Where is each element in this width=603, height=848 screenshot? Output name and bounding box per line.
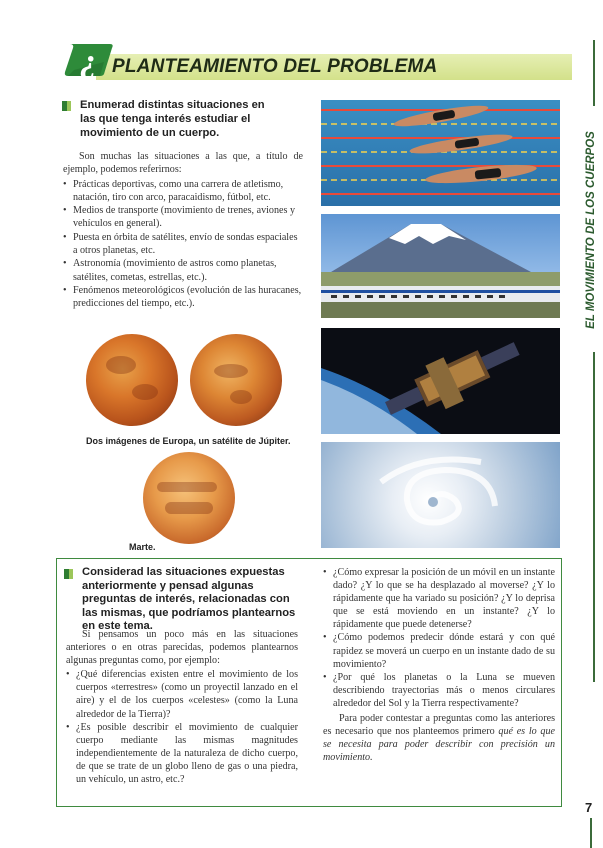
page-rule (590, 818, 592, 848)
list-item: • Puesta en órbita de satélites, envío de sondas espaciales a otros planetas, etc. (63, 231, 303, 258)
mars-caption: Marte. (129, 542, 156, 552)
satellite-photo (321, 328, 560, 434)
chapter-tab (582, 100, 600, 360)
questions-list-right (323, 566, 555, 710)
answer-1-intro: Son muchas las situaciones a las que, a título de ejemplo, podemos referirnos: (63, 151, 303, 176)
closing-paragraph (323, 712, 555, 764)
europa-image-2 (190, 334, 282, 426)
question-marker-icon (64, 569, 73, 579)
answer-2-left (66, 628, 298, 786)
europa-image-1 (86, 334, 178, 426)
side-rule-bottom (593, 352, 595, 682)
questions-list-left (66, 668, 298, 786)
list-item: • Astronomía (movimiento de astros como planetas, satélites, cometas, estrellas, etc.). (63, 257, 303, 284)
question-marker-icon (62, 101, 71, 111)
swimmers-photo (321, 100, 560, 206)
list-item: • Fenómenos meteorológicos (evolución de las huracanes, predicciones del tiempo, etc.). (63, 284, 303, 311)
question-2-text: Considerad las situaciones expuestas anteriormente y pensad algunas preguntas de interés, relacionadas con las mismas, que podríamos plantearnos en este tema. (82, 566, 296, 633)
situations-list (63, 178, 303, 311)
list-item: • Prácticas deportivas, como una carrera de atletismo, natación, tiro con arco, paracaidismo, fútbol, etc. (63, 178, 303, 205)
question-logo-icon (64, 40, 116, 78)
logo-glyph: ¿ (80, 43, 97, 78)
question-1-text: Enumerad distintas situaciones en las que tenga interés estudiar el movimiento de un cuerpo. (80, 99, 265, 139)
list-item: • ¿Cómo podemos predecir dónde estará y con qué rapidez se moverá un cuerpo en un instante dado de su movimiento? (323, 631, 555, 670)
page-number: 7 (585, 800, 593, 815)
list-item: • Medios de transporte (movimiento de trenes, aviones y vehículos en general). (63, 204, 303, 231)
question-2 (64, 566, 296, 634)
closing-italic: qué es lo que se necesita para poder describir con precisión un movimiento. (323, 726, 555, 764)
closing-text: Para poder contestar a preguntas como las anteriores es necesario que nos planteemos primero (323, 713, 555, 738)
side-rule-top (593, 40, 595, 106)
list-item: • ¿Por qué los planetas o la Luna se mueven describiendo trayectorias más o menos circulares alrededor del Sol y la Tierra respectivamente? (323, 671, 555, 710)
page-title: PLANTEAMIENTO DEL PROBLEMA (112, 56, 438, 77)
list-item: • ¿Cómo expresar la posición de un móvil en un instante dado? ¿Y lo que se ha desplazado al moverse? ¿Y lo rápidamente que ha variado su posición? ¿Y lo deprisa que se está moviendo en un instante? ¿Y lo rápidamente que puede detenerse? (323, 566, 555, 631)
hurricane-photo (321, 442, 560, 548)
answer-1 (63, 150, 303, 311)
list-item: • ¿Es posible describir el movimiento de cualquier cuerpo mediante las mismas magnitudes independientemente de la naturaleza de dicho cuerpo, de que se trate de un globo lleno de gas o una piedra, un vehículo, un astro, etc.? (66, 721, 298, 786)
mars-image (143, 452, 235, 544)
question-1 (62, 98, 272, 140)
answer-2-intro: Si pensamos un poco más en las situaciones anteriores o en otras parecidas, podemos plantearnos algunas preguntas como, por ejemplo: (66, 629, 298, 667)
list-item: • ¿Qué diferencias existen entre el movimiento de los cuerpos «terrestres» (como un proyectil lanzado en el aire) y el de los cuerpos «celestes» (como la Luna alrededor de la Tierra)? (66, 668, 298, 720)
mount-fuji-train-photo (321, 214, 560, 318)
answer-2-right (323, 566, 555, 764)
chapter-title: EL MOVIMIENTO DE LOS CUERPOS (585, 131, 597, 329)
europa-caption: Dos imágenes de Europa, un satélite de Júpiter. (86, 436, 291, 446)
